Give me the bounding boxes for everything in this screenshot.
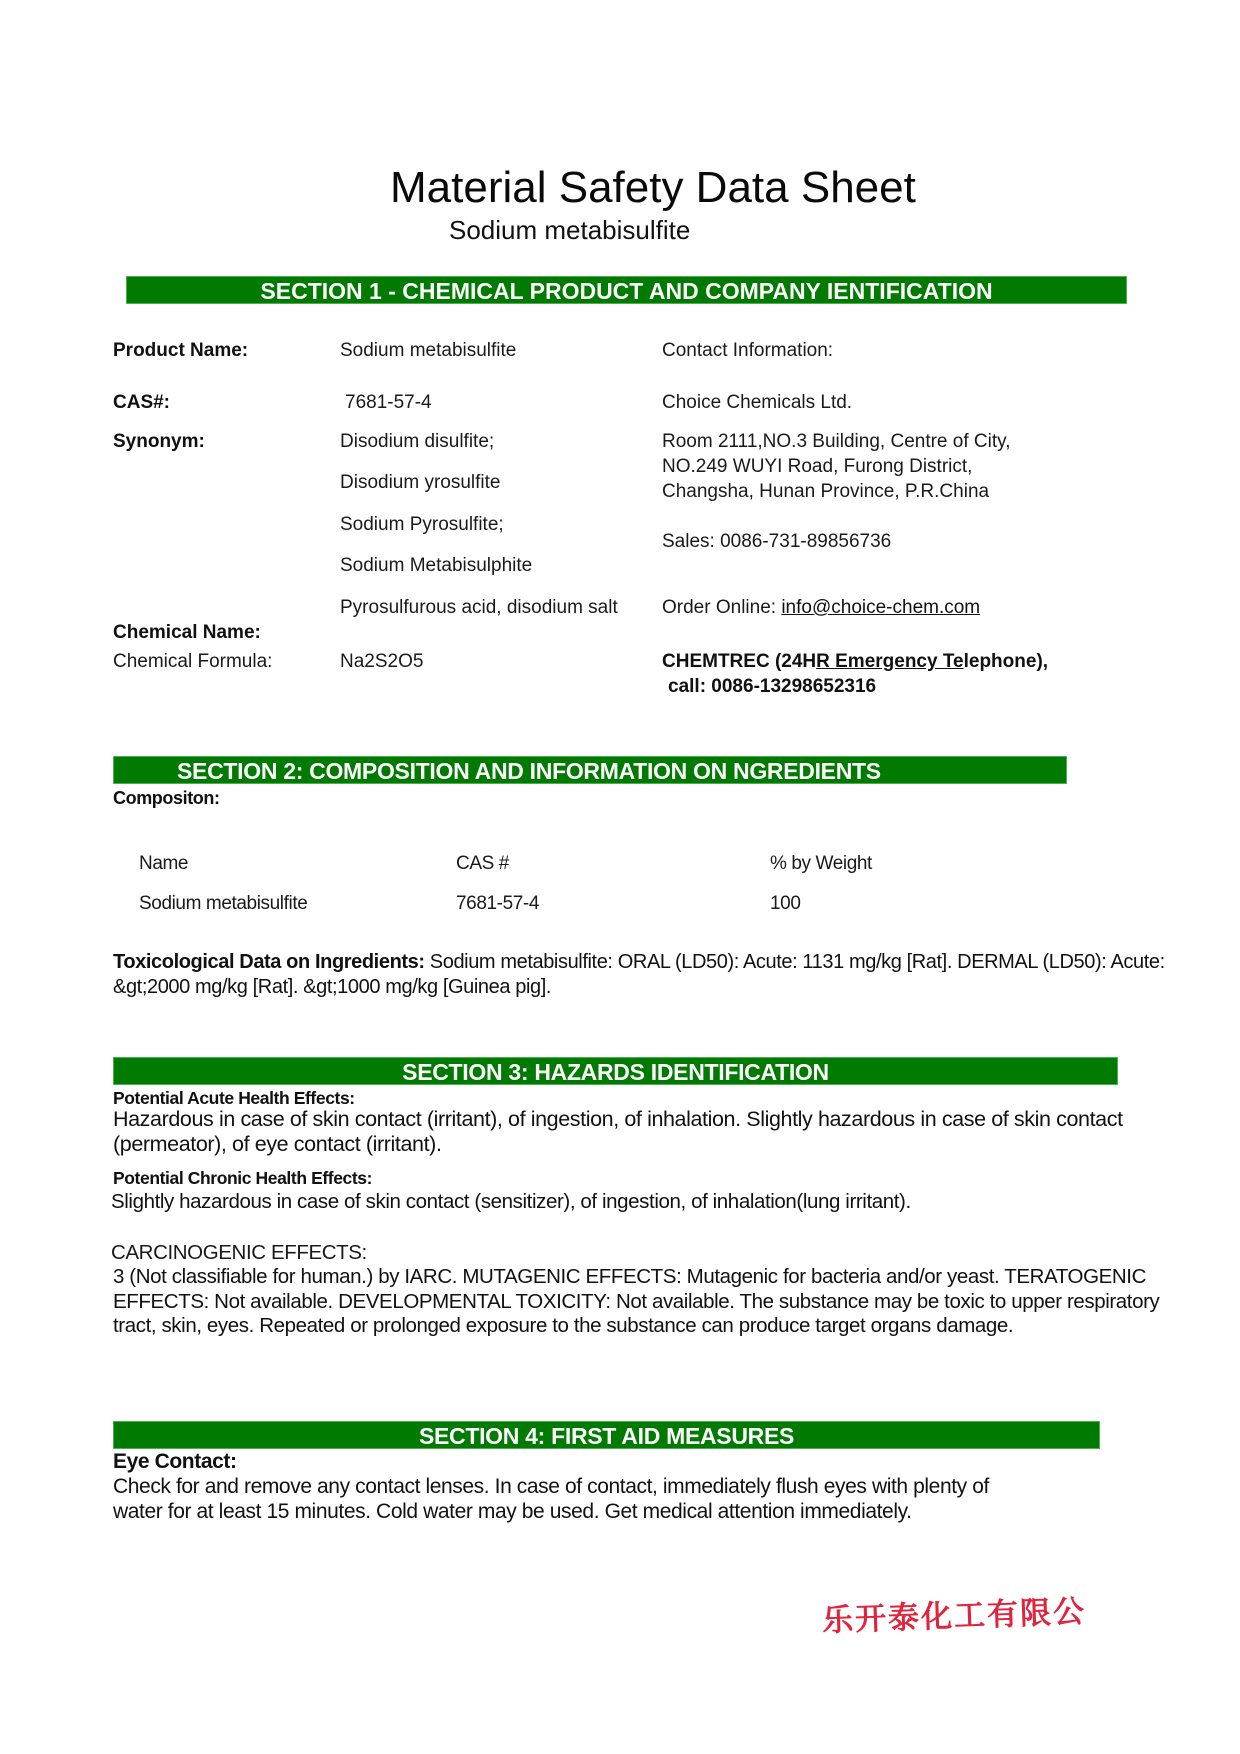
section-2-heading: SECTION 2: COMPOSITION AND INFORMATION ON NGREDIENTS xyxy=(113,756,1067,784)
synonym-label: Synonym: xyxy=(113,431,205,452)
cas-label: CAS#: xyxy=(113,392,171,413)
address-line: NO.249 WUYI Road, Furong District, xyxy=(662,456,973,477)
chronic-effects-label: Potential Chronic Health Effects: xyxy=(113,1168,373,1188)
address-line: Changsha, Hunan Province, P.R.China xyxy=(662,481,990,502)
contact-heading: Contact Information: xyxy=(662,340,834,361)
toxicological-data xyxy=(113,950,1173,1000)
chronic-effects-text: Slightly hazardous in case of skin contact (sensitizer), of ingestion, of inhalation(lung irritant). xyxy=(111,1190,911,1213)
carcinogenic-text: 3 (Not classifiable for human.) by IARC. MUTAGENIC EFFECTS: Mutagenic for bacteria and/or yeast. TERATOGENIC EFFECTS: Not available. DEVELOPMENTAL TOXICITY: Not available. The substance may be toxic to upper respiratory tract, skin, eyes. Repeated or prolonged exposure to the substance can produce target organs damage. xyxy=(113,1265,1160,1337)
document-subtitle: Sodium metabisulfite xyxy=(449,215,691,245)
section-1-heading: SECTION 1 - CHEMICAL PRODUCT AND COMPANY IENTIFICATION xyxy=(126,276,1127,304)
table-cell-cas: 7681-57-4 xyxy=(456,893,540,914)
product-name-value: Sodium metabisulfite xyxy=(340,340,517,361)
address-line: Room 2111,NO.3 Building, Centre of City, xyxy=(662,431,1011,452)
order-online-label: Order Online: xyxy=(662,597,782,618)
chemical-name-label: Chemical Name: xyxy=(113,622,261,643)
table-cell-name: Sodium metabisulfite xyxy=(139,893,308,914)
section-3-heading: SECTION 3: HAZARDS IDENTIFICATION xyxy=(113,1057,1118,1085)
toxicological-label: Toxicological Data on Ingredients: xyxy=(113,951,425,973)
chemtrec-phone: call: 0086-13298652316 xyxy=(668,676,877,697)
synonym-item: Disodium yrosulfite xyxy=(340,472,501,493)
table-header-weight: % by Weight xyxy=(770,853,872,874)
synonym-item: Pyrosulfurous acid, disodium salt xyxy=(340,597,618,618)
chemtrec-line xyxy=(662,651,1048,673)
chemtrec-text-end: lephone), xyxy=(963,651,1049,672)
chemical-formula-label: Chemical Formula: xyxy=(113,651,273,672)
composition-label: Compositon: xyxy=(113,788,220,808)
synonym-item: Sodium Metabisulphite xyxy=(340,555,533,576)
company-stamp: 乐开泰化工有限公 xyxy=(821,1593,1087,1639)
carcinogenic-label: CARCINOGENIC EFFECTS: xyxy=(111,1241,367,1264)
sales-phone: Sales: 0086-731-89856736 xyxy=(662,531,892,552)
synonym-item: Disodium disulfite; xyxy=(340,431,495,452)
table-header-cas: CAS # xyxy=(456,853,509,874)
acute-effects-text: Hazardous in case of skin contact (irritant), of ingestion, of inhalation. Slightly hazardous in case of skin contact (permeator), of eye contact (irritant). xyxy=(113,1107,1123,1156)
section-4-heading: SECTION 4: FIRST AID MEASURES xyxy=(113,1421,1100,1449)
product-name-label: Product Name: xyxy=(113,340,249,361)
acute-effects-label: Potential Acute Health Effects: xyxy=(113,1088,355,1108)
order-online xyxy=(662,597,980,619)
chemical-formula-value: Na2S2O5 xyxy=(340,651,424,672)
toxicological-text: Sodium metabisulfite: ORAL (LD50): Acute: 1131 mg/kg [Rat]. DERMAL (LD50): Acute: &gt;2000 mg/kg [Rat]. &gt;1000 mg/kg [Guinea pig]. xyxy=(113,951,1165,998)
chemtrec-text: CHEMTREC (24H xyxy=(662,651,817,672)
chemtrec-underlined-text: R Emergency Te xyxy=(816,651,964,672)
synonym-item: Sodium Pyrosulfite; xyxy=(340,514,504,535)
table-header-name: Name xyxy=(139,853,189,874)
eye-contact-label: Eye Contact: xyxy=(113,1450,237,1473)
eye-contact-text: Check for and remove any contact lenses. In case of contact, immediately flush eyes with plenty of water for at least 15 minutes. Cold water may be used. Get medical attention immediately. xyxy=(113,1475,989,1523)
document-title: Material Safety Data Sheet xyxy=(390,163,916,212)
cas-value: 7681-57-4 xyxy=(345,392,432,413)
company-name: Choice Chemicals Ltd. xyxy=(662,392,853,413)
table-cell-weight: 100 xyxy=(770,893,801,914)
order-email-link[interactable]: info@choice-chem.com xyxy=(781,597,981,618)
